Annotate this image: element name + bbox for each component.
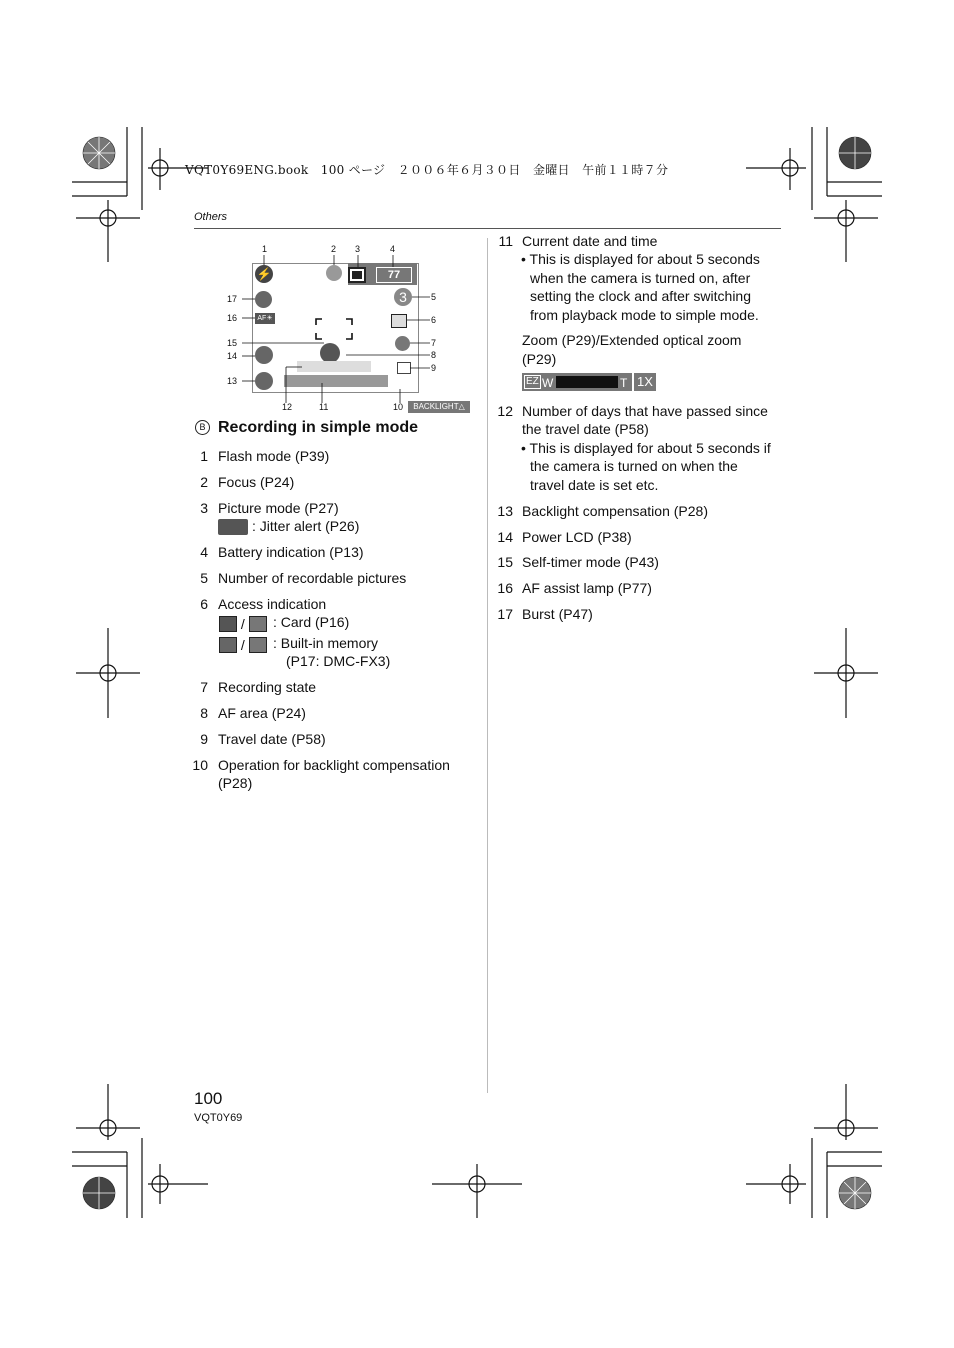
jitter-alert-icon	[218, 519, 248, 535]
item-number: 4	[200, 544, 208, 560]
bullet-line: when the camera is turned on, after	[530, 270, 751, 286]
list-item: Battery indication (P13)	[218, 544, 364, 560]
header-rule	[194, 228, 781, 229]
item-number: 6	[200, 596, 208, 612]
flash-icon: ⚡	[256, 267, 272, 281]
zoom-t-label: T	[620, 376, 628, 390]
callout-leaders	[224, 243, 474, 415]
item-number: 12	[497, 403, 513, 419]
list-item: Number of recordable pictures	[218, 570, 407, 586]
document-code: VQT0Y69	[194, 1112, 243, 1124]
zoom-text: Zoom (P29)/Extended optical zoom	[522, 332, 742, 348]
callout-9: 9	[431, 363, 437, 373]
item-number: 8	[200, 705, 208, 721]
callout-7: 7	[431, 338, 437, 348]
memory-access-icons: /	[219, 636, 267, 655]
list-item: AF assist lamp (P77)	[522, 580, 652, 596]
list-item: Access indication	[218, 596, 327, 612]
callout-16: 16	[227, 313, 238, 323]
item-number: 11	[498, 233, 513, 249]
item-number: 3	[200, 500, 208, 516]
list-item-sub: : Built-in memory	[273, 635, 379, 651]
callout-4: 4	[390, 244, 396, 254]
item-number: 10	[192, 757, 208, 773]
section-marker-b: B	[195, 420, 210, 435]
battery-icon: 77	[376, 267, 412, 283]
callout-6: 6	[431, 315, 437, 325]
zoom-ez-label: EZ	[526, 376, 539, 387]
item-number: 15	[497, 554, 513, 570]
column-divider	[487, 238, 488, 1093]
backlight-label: BACKLIGHT△	[408, 401, 470, 413]
zoom-track	[556, 376, 618, 388]
list-item-sub: : Jitter alert (P26)	[252, 518, 360, 534]
callout-11: 11	[319, 402, 329, 412]
callout-12: 12	[282, 402, 293, 412]
list-item-sub: (P17: DMC-FX3)	[286, 653, 391, 669]
list-item: Power LCD (P38)	[522, 529, 632, 545]
bullet-line: setting the clock and after switching	[530, 288, 752, 304]
callout-2: 2	[331, 244, 337, 254]
list-item-cont: (P28)	[218, 775, 253, 791]
item-number: 9	[200, 731, 208, 747]
list-item-cont: the travel date (P58)	[522, 421, 649, 437]
list-item: Flash mode (P39)	[218, 448, 330, 464]
lcd-diagram	[224, 243, 474, 415]
section-heading	[195, 419, 418, 437]
callout-5: 5	[431, 292, 437, 302]
callout-14: 14	[227, 351, 238, 361]
zoom-text: (P29)	[522, 351, 557, 367]
callout-13: 13	[227, 376, 238, 386]
list-item-sub: : Card (P16)	[273, 614, 350, 630]
list-item: Focus (P24)	[218, 474, 295, 490]
item-number: 1	[200, 448, 208, 464]
item-number: 13	[497, 503, 513, 519]
list-item: Recording state	[218, 679, 317, 695]
list-item: Current date and time	[522, 233, 658, 249]
zoom-w-label: W	[542, 376, 554, 390]
callout-10: 10	[393, 402, 404, 412]
print-header-line: VQT0Y69ENG.book 100 ページ ２００６年６月３０日 金曜日 午前１１時７分	[185, 163, 669, 177]
callout-3: 3	[355, 244, 361, 254]
list-item: AF area (P24)	[218, 705, 306, 721]
af-assist-icon: AF☀	[255, 313, 275, 324]
callout-15: 15	[227, 338, 238, 348]
item-number: 16	[497, 580, 513, 596]
item-number: 17	[497, 606, 513, 622]
list-item: Picture mode (P27)	[218, 500, 339, 516]
list-item: Backlight compensation (P28)	[522, 503, 708, 519]
list-item: Travel date (P58)	[218, 731, 326, 747]
bullet-line: • This is displayed for about 5 seconds	[521, 251, 760, 267]
zoom-level-value: 1X	[634, 373, 656, 391]
callout-8: 8	[431, 350, 437, 360]
section-title: Recording in simple mode	[218, 419, 419, 436]
item-number: 5	[200, 570, 208, 586]
item-number: 14	[497, 529, 513, 545]
callout-1: 1	[262, 244, 268, 254]
callout-17: 17	[227, 294, 238, 304]
list-item: Self-timer mode (P43)	[522, 554, 659, 570]
bullet-line: travel date is set etc.	[530, 477, 659, 493]
page-number: 100	[194, 1089, 223, 1108]
bullet-line: from playback mode to simple mode.	[530, 307, 759, 323]
zoom-bar	[522, 373, 656, 391]
item-number: 2	[200, 474, 208, 490]
card-access-icons: /	[219, 615, 267, 634]
item-number: 7	[200, 679, 208, 695]
list-item: Number of days that have passed since	[522, 403, 768, 419]
section-label: Others	[194, 211, 228, 223]
list-item: Burst (P47)	[522, 606, 593, 622]
bullet-line: the camera is turned on when the	[530, 458, 738, 474]
bullet-line: • This is displayed for about 5 seconds if	[521, 440, 771, 456]
list-item: Operation for backlight compensation	[218, 757, 450, 773]
remaining-pictures-value: 3	[394, 288, 412, 306]
